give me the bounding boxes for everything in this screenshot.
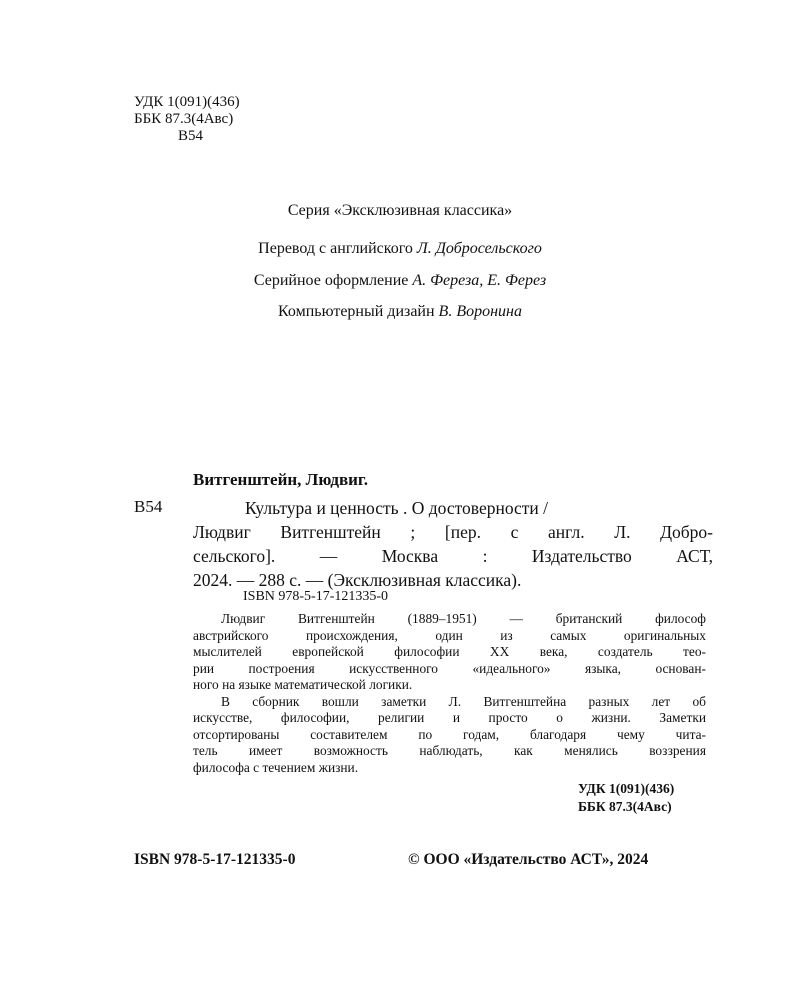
bbk-code: ББК 87.3(4Авс) xyxy=(134,111,234,127)
computer-design-label: Компьютерный дизайн xyxy=(278,303,435,320)
translation-line xyxy=(0,240,800,258)
catalog-author: Витгенштейн, Людвиг. xyxy=(193,470,368,489)
annotation-line: австрийского происхождения, один из самых оригинальных xyxy=(193,627,706,643)
annotation-line: тель имеет возможность наблюдать, как менялись воззрения xyxy=(193,743,706,758)
catalog-isbn: ISBN 978-5-17-121335-0 xyxy=(243,589,389,604)
annotation-line: философа с течением жизни. xyxy=(193,759,359,775)
series-line: Серия «Эксклюзивная классика» xyxy=(287,202,513,219)
annotation-line: искусстве, философии, религии и просто о жизни. Заметки xyxy=(193,710,706,725)
copyright: © ООО «Издательство АСТ», 2024 xyxy=(408,851,649,868)
translator-name: Л. Добросельского xyxy=(416,240,542,257)
udk-code: УДК 1(091)(436) xyxy=(578,781,675,796)
catalog-line: сельского]. — Москва : Издательство АСТ, xyxy=(193,546,713,566)
annotation-line: отсортированы составителем по годам, благодаря чему чита- xyxy=(193,726,706,742)
catalog-code: В54 xyxy=(134,497,163,516)
annotation-line: ного на языке математической логики. xyxy=(193,677,413,692)
annotation-line: В сборник вошли заметки Л. Витгенштейна разных лет об xyxy=(221,693,706,709)
catalog-entry xyxy=(193,496,713,592)
translation-label: Перевод с английского xyxy=(258,240,413,257)
udk-code: УДК 1(091)(436) xyxy=(134,94,240,110)
footer-isbn: ISBN 978-5-17-121335-0 xyxy=(134,851,296,868)
annotation xyxy=(193,611,706,776)
catalog-line: Культура и ценность . О достоверности / xyxy=(245,498,549,518)
catalog-line: 2024. — 288 с. — (Эксклюзивная классика). xyxy=(193,570,522,590)
annotation-line: мыслителей европейской философии XX века, создатель тео- xyxy=(193,644,706,659)
designer-names: А. Фереза, Е. Ферез xyxy=(412,272,547,289)
design-line xyxy=(0,272,800,290)
annotation-line: рии построения искусственного «идеального» языка, основан- xyxy=(193,660,706,676)
computer-designer-name: В. Воронина xyxy=(438,303,522,320)
annotation-line: Людвиг Витгенштейн (1889–1951) — британский философ xyxy=(221,611,706,626)
bbk-code: ББК 87.3(4Авс) xyxy=(578,799,672,814)
classification-codes-top xyxy=(134,94,240,145)
catalog-line: Людвиг Витгенштейн ; [пер. с англ. Л. Добро- xyxy=(193,522,713,542)
author-mark: В54 xyxy=(178,128,204,144)
computer-design-line xyxy=(0,303,800,321)
design-label: Серийное оформление xyxy=(253,272,409,289)
classification-codes-bottom xyxy=(578,780,674,816)
